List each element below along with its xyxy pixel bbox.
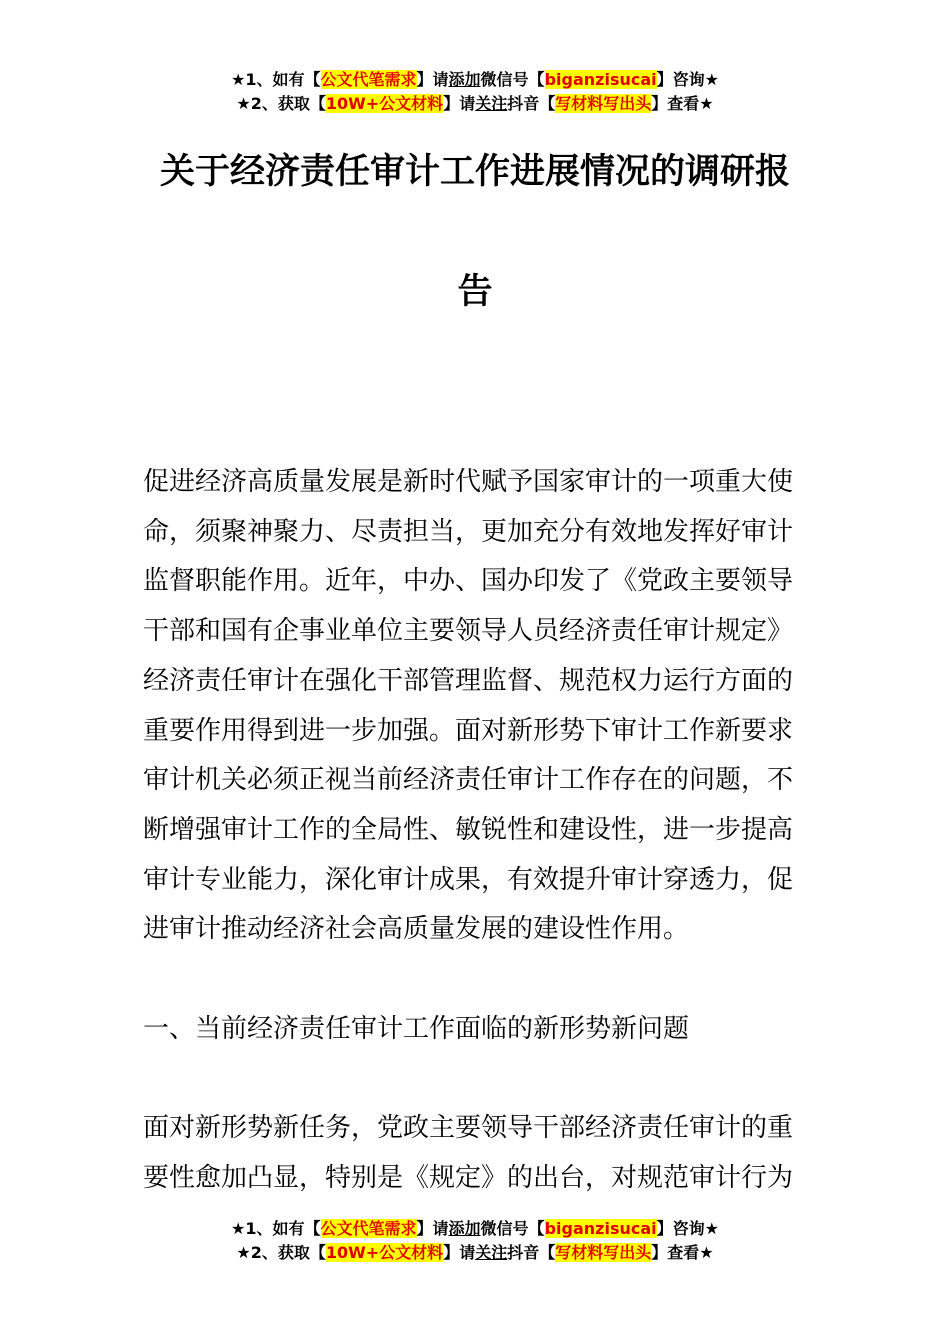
section-heading: [143, 1005, 813, 1055]
document-title: 关于经济责任审计工作进展情况的调研报: [159, 152, 790, 192]
text-line: 重要作用得到进一步加强。面对新形势下审计工作新要求: [143, 715, 794, 746]
text-line: 审计专业能力，深化审计成果，有效提升审计穿透力，促: [143, 864, 794, 895]
banner-underlined: 关注: [475, 1243, 508, 1262]
body-paragraph-2: [143, 1104, 813, 1203]
banner-highlight: biganzisucai: [544, 70, 657, 89]
banner-text: 】请: [443, 1243, 476, 1262]
section-heading-text: 一、当前经济责任审计工作面临的新形势新问题: [143, 1014, 690, 1044]
banner-text: 】查看★: [651, 94, 714, 113]
banner-highlight: biganzisucai: [544, 1219, 657, 1238]
footer-banner: [0, 1217, 950, 1265]
banner-text: ★2、获取【: [236, 1243, 326, 1262]
banner-text: 抖音【: [507, 94, 556, 113]
banner-text: 】请: [416, 1219, 449, 1238]
banner-underlined: 关注: [475, 94, 508, 113]
banner-text: 】咨询★: [656, 1219, 719, 1238]
banner-line-1: [0, 1217, 950, 1241]
banner-highlight: 10W+公文材料: [325, 1243, 444, 1262]
banner-text: 】请: [443, 94, 476, 113]
text-line: 干部和国有企事业单位主要领导人员经济责任审计规定》: [143, 616, 794, 647]
document-title-continued: 告: [457, 272, 493, 312]
banner-highlight: 写材料写出头: [555, 94, 652, 113]
banner-text: 】请: [416, 70, 449, 89]
banner-line-1: [0, 68, 950, 92]
banner-line-2: [0, 92, 950, 116]
text-line: 监督职能作用。近年，中办、国办印发了《党政主要领导: [143, 566, 794, 597]
banner-text: ★1、如有【: [231, 70, 321, 89]
banner-line-2: [0, 1241, 950, 1265]
text-line: 促进经济高质量发展是新时代赋予国家审计的一项重大使: [143, 467, 794, 497]
banner-text: ★2、获取【: [236, 94, 326, 113]
banner-highlight: 10W+公文材料: [325, 94, 444, 113]
text-line: 面对新形势新任务，党政主要领导干部经济责任审计的重: [143, 1113, 794, 1143]
text-line: 经济责任审计在强化干部管理监督、规范权力运行方面的: [143, 665, 794, 696]
banner-underlined: 添加: [448, 70, 481, 89]
text-line: 进审计推动经济社会高质量发展的建设性作用。: [143, 914, 690, 945]
banner-highlight: 写材料写出头: [555, 1243, 652, 1262]
banner-highlight: 公文代笔需求: [320, 1219, 417, 1238]
banner-text: 】咨询★: [656, 70, 719, 89]
header-banner: [0, 68, 950, 116]
text-line: 断增强审计工作的全局性、敏锐性和建设性，进一步提高: [143, 814, 794, 845]
text-line: 命，须聚神聚力、尽责担当，更加充分有效地发挥好审计: [143, 516, 794, 547]
banner-text: ★1、如有【: [231, 1219, 321, 1238]
banner-text: 微信号【: [480, 70, 545, 89]
body-paragraph-1: [143, 458, 813, 955]
banner-text: 微信号【: [480, 1219, 545, 1238]
banner-text: 】查看★: [651, 1243, 714, 1262]
banner-highlight: 公文代笔需求: [320, 70, 417, 89]
text-line: 审计机关必须正视当前经济责任审计工作存在的问题，不: [143, 765, 794, 796]
banner-text: 抖音【: [507, 1243, 556, 1262]
banner-underlined: 添加: [448, 1219, 481, 1238]
text-line: 要性愈加凸显，特别是《规定》的出台，对规范审计行为: [143, 1162, 794, 1193]
